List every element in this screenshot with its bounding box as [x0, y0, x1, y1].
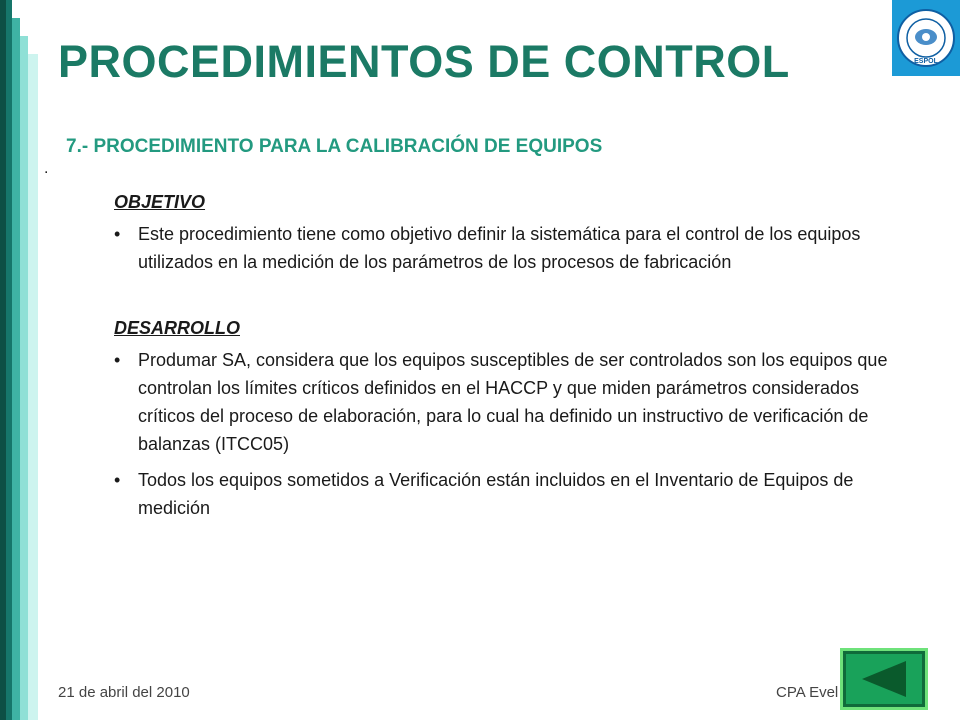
- svg-text:ESPOL: ESPOL: [914, 58, 938, 65]
- bullet-item: • Este procedimiento tiene como objetivo definir la sistemática para el control de los equipos utilizados en la medición de los parámetros de los procesos de fabricación: [114, 220, 914, 276]
- section-heading-desarrollo: DESARROLLO: [114, 318, 240, 338]
- espol-seal-icon: [896, 8, 956, 68]
- back-button[interactable]: [840, 648, 928, 710]
- decor-stripe: [20, 36, 28, 720]
- bullet-item: • Todos los equipos sometidos a Verificación están incluidos en el Inventario de Equipos de medición: [114, 466, 914, 522]
- footer-date: 21 de abril del 2010: [58, 684, 190, 701]
- decor-stripe: [12, 18, 20, 720]
- espol-logo: [892, 0, 960, 76]
- slide-title: PROCEDIMIENTOS DE CONTROL: [58, 36, 790, 87]
- slide-body: [114, 188, 914, 530]
- slide-subtitle: 7.- PROCEDIMIENTO PARA LA CALIBRACIÓN DE EQUIPOS: [66, 136, 603, 157]
- footer-author: CPA Evel: [776, 684, 839, 701]
- stray-mark: .: [44, 160, 49, 177]
- decor-stripe: [28, 54, 38, 720]
- bullet-item: • Produmar SA, considera que los equipos susceptibles de ser controlados son los equipos que controlan los límites críticos definidos en el HACCP y que miden parámetros considerados críticos del proceso de elaboración, para lo cual ha definido un instructivo de verificación de balanzas (ITCC05): [114, 346, 914, 458]
- triangle-left-icon: [856, 657, 912, 701]
- section-heading-objetivo: OBJETIVO: [114, 192, 206, 212]
